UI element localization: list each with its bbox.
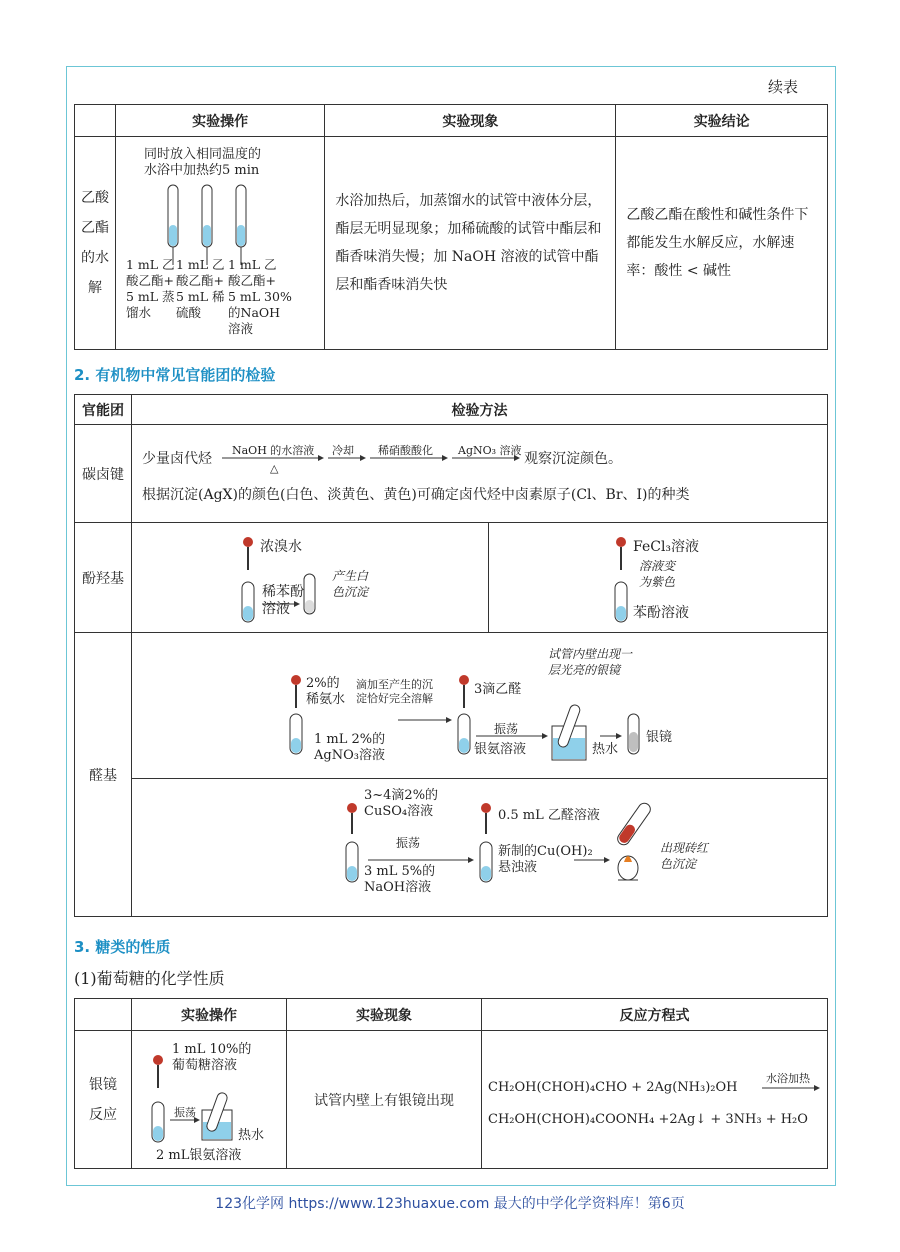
aldehyde-b-reagent2: 0.5 mL 乙醛溶液 xyxy=(498,807,600,823)
aldehyde-b-solution: 3 mL 5%的 NaOH溶液 xyxy=(364,863,436,895)
header-operation: 实验操作 xyxy=(116,105,325,137)
halogen-note: 根据沉淀(AgX)的颜色(白色、淡黄色、黄色)可确定卤代烃中卤素原子(Cl、Br、I)的种类 xyxy=(142,486,690,503)
continued-label: 续表 xyxy=(768,78,799,96)
tube-1 xyxy=(168,185,178,247)
glucose-solution: 2 mL银氨溶液 xyxy=(156,1147,242,1163)
header-phen-3: 实验现象 xyxy=(287,999,482,1031)
aldehyde-a-bath: 热水 xyxy=(592,741,619,757)
operation-cell xyxy=(116,137,325,350)
section-3-title: 3. 糖类的性质 xyxy=(74,938,171,956)
halogen-step3: 稀硝酸酸化 xyxy=(378,443,433,457)
tube-3-label: 1 mL 乙 酸乙酯+ 5 mL 30% 的NaOH 溶液 xyxy=(228,257,292,336)
aldehyde-a-reagent: 2%的 稀氨水 xyxy=(306,675,346,707)
glucose-table xyxy=(74,998,828,1169)
equation-line-1: CH₂OH(CHOH)₄CHO + 2Ag(NH₃)₂OH xyxy=(488,1079,738,1095)
halogen-method-cell xyxy=(132,425,828,523)
header-conclusion: 实验结论 xyxy=(616,105,828,137)
phenol-right-result: 溶液变 为紫色 xyxy=(639,558,676,589)
subsection-title: (1)葡萄糖的化学性质 xyxy=(74,969,225,988)
conclusion-cell: 乙酸乙酯在酸性和碱性条件下都能发生水解反应，水解速率：酸性 < 碱性 xyxy=(616,137,828,350)
header-phenomenon: 实验现象 xyxy=(325,105,616,137)
phenol-left-reagent: 浓溴水 xyxy=(260,538,302,555)
phenol-left-result: 产生白 色沉淀 xyxy=(332,568,369,599)
tube-2-label: 1 mL 乙 酸乙酯+ 5 mL 稀 硫酸 xyxy=(176,257,225,320)
phenomenon-cell: 水浴加热后，加蒸馏水的试管中液体分层，酯层无明显现象；加稀硫酸的试管中酯层和酯香味消失慢；加 NaOH 溶液的试管中酯层和酯香味消失快 xyxy=(325,137,616,350)
halogen-step1-bottom: △ xyxy=(270,461,279,475)
aldehyde-a-result-top: 试管内壁出现一 层光亮的银镜 xyxy=(548,646,633,677)
glucose-phenomenon: 试管内壁上有银镜出现 xyxy=(287,1031,482,1169)
footer: 123化学网 https://www.123huaxue.com 最大的中学化学资料库！第6页 xyxy=(215,1196,685,1212)
glucose-reagent: 1 mL 10%的 葡萄糖溶液 xyxy=(172,1041,252,1073)
aldehyde-a-shake: 振荡 xyxy=(494,721,519,736)
ester-hydrolysis-table xyxy=(74,104,828,350)
phenol-right-solution: 苯酚溶液 xyxy=(633,604,689,621)
glucose-equation-cell xyxy=(482,1031,828,1169)
label-aldehyde: 醛基 xyxy=(75,633,132,917)
header-method: 检验方法 xyxy=(132,395,828,425)
row-label: 乙酸乙酯的水解 xyxy=(75,137,116,350)
aldehyde-b-solution2: 新制的Cu(OH)₂ 悬浊液 xyxy=(498,843,593,875)
aldehyde-a-solution2: 银氨溶液 xyxy=(474,741,527,757)
label-phenol: 酚羟基 xyxy=(75,523,132,633)
aldehyde-b-reagent: 3~4滴2%的 CuSO₄溶液 xyxy=(364,787,439,819)
glucose-bath: 热水 xyxy=(238,1127,265,1143)
operation-caption-1: 同时放入相同温度的 xyxy=(144,147,262,162)
phenol-right-reagent: FeCl₃溶液 xyxy=(633,538,700,555)
halogen-step2: 冷却 xyxy=(332,443,354,457)
aldehyde-copper-cell xyxy=(132,779,828,917)
aldehyde-a-condition: 滴加至产生的沉 淀恰好完全溶解 xyxy=(356,677,433,705)
phenol-fecl3-cell xyxy=(489,523,828,633)
aldehyde-a-reagent2: 3滴乙醛 xyxy=(474,681,522,697)
tube-1-label: 1 mL 乙 酸乙酯+ 5 mL 蒸 馏水 xyxy=(126,257,175,320)
aldehyde-b-shake: 振荡 xyxy=(396,835,421,850)
halogen-start: 少量卤代烃 xyxy=(142,450,212,467)
equation-line-2: CH₂OH(CHOH)₄COONH₄ +2Ag↓ + 3NH₃ + H₂O xyxy=(488,1111,808,1127)
functional-group-table xyxy=(74,394,828,917)
phenol-bromine-cell xyxy=(132,523,489,633)
section-2-title: 2. 有机物中常见官能团的检验 xyxy=(74,366,276,384)
corner-cell-3 xyxy=(75,999,132,1031)
header-op-3: 实验操作 xyxy=(132,999,287,1031)
aldehyde-b-result: 出现砖红 色沉淀 xyxy=(660,840,709,871)
header-group: 官能团 xyxy=(75,395,132,425)
halogen-end: 观察沉淀颜色。 xyxy=(524,450,622,467)
header-eq-3: 反应方程式 xyxy=(482,999,828,1031)
equation-arrow-label: 水浴加热 xyxy=(766,1071,810,1085)
phenol-left-solution: 稀苯酚 溶液 xyxy=(262,583,304,617)
glucose-shake: 振荡 xyxy=(174,1105,196,1119)
halogen-step4: AgNO₃ 溶液 xyxy=(458,443,522,457)
equation-arrow xyxy=(762,1082,822,1094)
corner-cell xyxy=(75,105,116,137)
tube-3 xyxy=(236,185,246,247)
operation-caption-2: 水浴中加热约5 min xyxy=(144,163,260,178)
aldehyde-a-result: 银镜 xyxy=(646,729,673,745)
glucose-op-cell xyxy=(132,1031,287,1169)
halogen-step1-top: NaOH 的水溶液 xyxy=(232,443,315,457)
tube-2 xyxy=(202,185,212,247)
silver-mirror-label: 银镜反应 xyxy=(75,1031,132,1169)
aldehyde-a-solution: 1 mL 2%的 AgNO₃溶液 xyxy=(314,731,386,763)
label-halogen: 碳卤键 xyxy=(75,425,132,523)
aldehyde-silver-cell xyxy=(132,633,828,779)
